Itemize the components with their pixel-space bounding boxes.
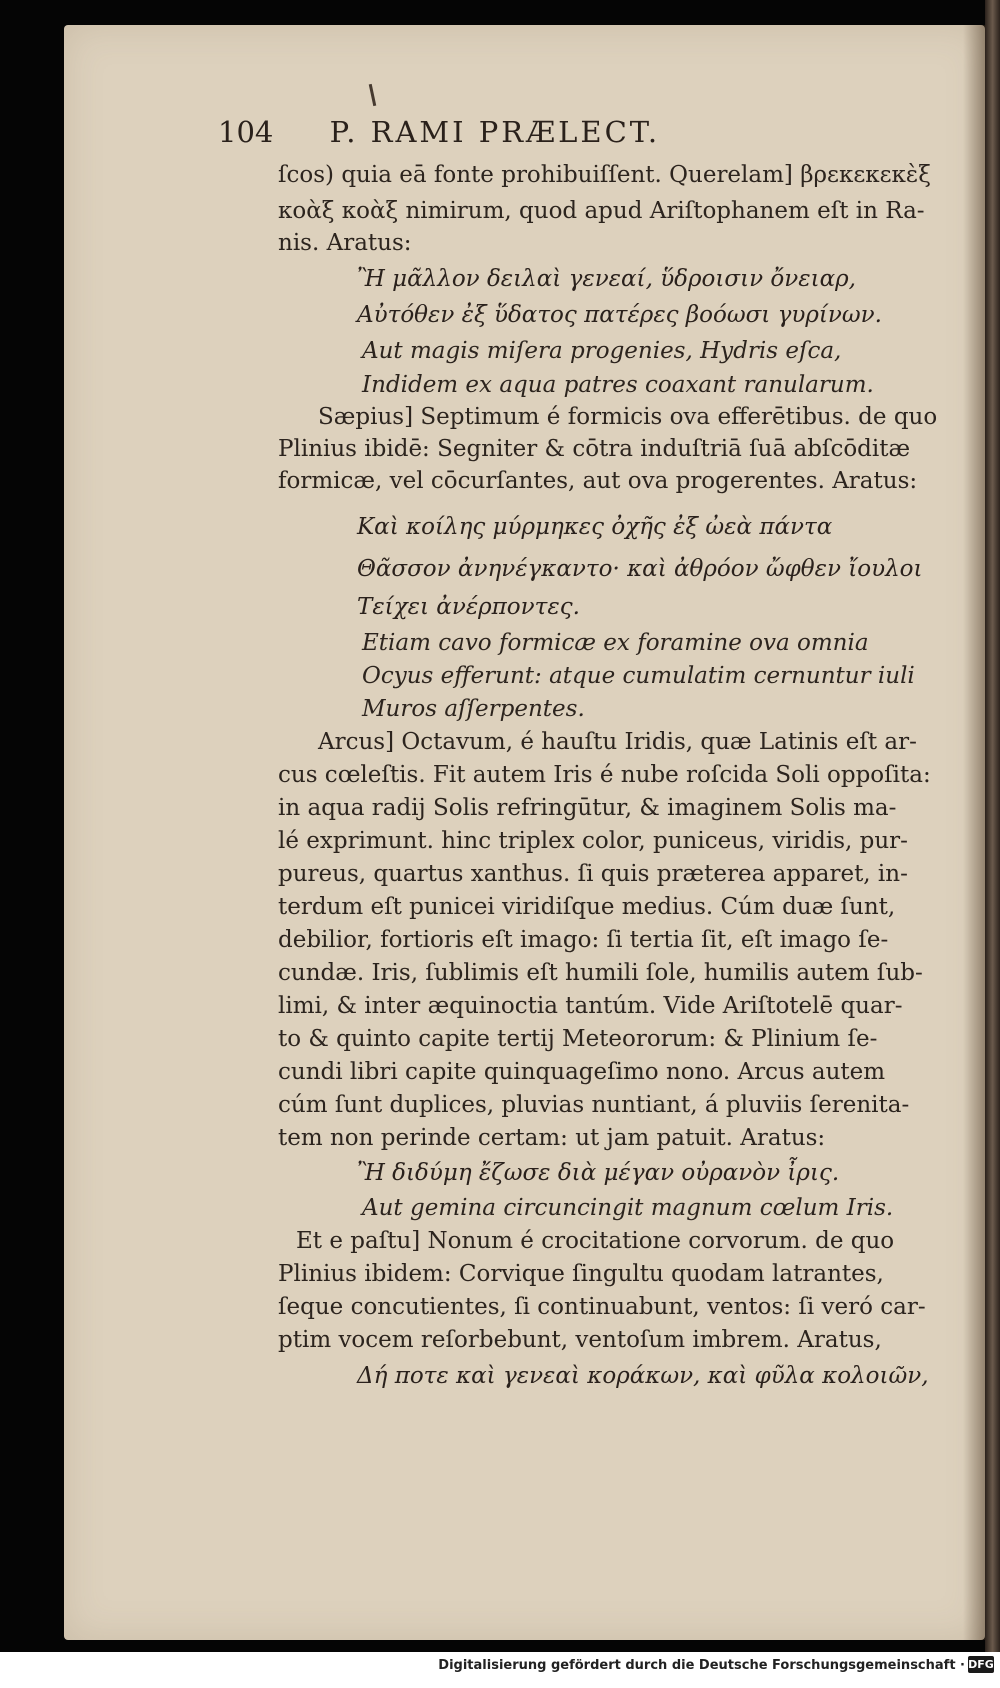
text-line: to & quinto capite tertij Meteororum: & Plinium ſe- — [278, 1026, 878, 1052]
text-line: Sæpius] Septimum é formicis ova efferētibus. de quo — [318, 404, 938, 430]
latin-verse-line: Muros aſſerpentes. — [362, 696, 585, 722]
text-line: cundæ. Iris, ſublimis eſt humili ſole, humilis autem ſub- — [278, 960, 923, 986]
text-line: cus cœleſtis. Fit autem Iris é nube roſcida Soli oppoſita: — [278, 762, 931, 788]
greek-verse-line: Δή ποτε καὶ γενεαὶ κοράκων, καὶ φῦλα κολοιῶν, — [357, 1363, 929, 1389]
greek-verse-line: Τείχει ἀνέρποντες. — [357, 594, 580, 620]
text-line: ptim vocem reſorbebunt, ventoſum imbrem. Aratus, — [278, 1327, 882, 1353]
latin-verse-line: Aut magis miſera progenies, Hydris eſca, — [362, 338, 842, 364]
text-line: Plinius ibidem: Corvique ſingultu quodam latrantes, — [278, 1261, 884, 1287]
text-line: in aqua radij Solis refringūtur, & imaginem Solis ma- — [278, 795, 897, 821]
text-line: lé exprimunt. hinc triplex color, puniceus, viridis, pur- — [278, 828, 908, 854]
text-line: Et e paſtu] Nonum é crocitatione corvorum. de quo — [296, 1228, 895, 1254]
text-line: cundi libri capite quinquageſimo nono. Arcus autem — [278, 1059, 886, 1085]
latin-verse-line: Aut gemina circuncingit magnum cœlum Iris. — [362, 1195, 894, 1221]
dfg-logo: DFG — [968, 1658, 994, 1671]
greek-verse-line: Ἢ μᾶλλον δειλαὶ γενεαί, ὕδροισιν ὄνειαρ, — [357, 266, 856, 292]
text-line: pureus, quartus xanthus. ſi quis præterea apparet, in- — [278, 861, 908, 887]
funding-credit: Digitalisierung gefördert durch die Deutsche Forschungsgemeinschaft · — [438, 1658, 965, 1673]
text-line: ſeque concutientes, ſi continuabunt, ventos: ſi veró car- — [278, 1294, 926, 1320]
greek-verse-line: Αὐτόθεν ἐξ ὕδατος πατέρες βοόωσι γυρίνων. — [357, 302, 882, 328]
text-line: cúm ſunt duplices, pluvias nuntiant, á pluviis ſerenita- — [278, 1092, 910, 1118]
greek-verse-line: Θᾶσσον ἀνηνέγκαντο· καὶ ἀθρόον ὤφθεν ἴουλοι — [357, 556, 923, 582]
page-number: 104 — [218, 115, 274, 149]
text-line: terdum eſt punicei viridiſque medius. Cúm duæ ſunt, — [278, 894, 896, 920]
running-title: P. RAMI PRÆLECT. — [329, 115, 661, 149]
text-line: debilior, fortioris eſt imago: ſi tertia ſit, eſt imago ſe- — [278, 927, 889, 953]
text-line: Arcus] Octavum, é hauſtu Iridis, quæ Latinis eſt ar- — [318, 729, 917, 755]
text-line: κοὰξ κοὰξ nimirum, quod apud Ariſtophanem eſt in Ra- — [278, 198, 925, 224]
text-line: formicæ, vel cōcurſantes, aut ova progerentes. Aratus: — [278, 468, 918, 494]
latin-verse-line: Ocyus efferunt: atque cumulatim cernuntur iuli — [362, 663, 915, 689]
text-line: limi, & inter æquinoctia tantúm. Vide Ariſtotelē quar- — [278, 993, 903, 1019]
latin-verse-line: Indidem ex aqua patres coaxant ranularum. — [362, 372, 874, 398]
text-line: ſcos) quia eā fonte prohibuiſſent. Querelam] βρεκεκεκὲξ — [278, 162, 931, 188]
text-line: Plinius ibidē: Segniter & cōtra induſtriā ſuā abſcōditæ — [278, 436, 911, 462]
latin-verse-line: Etiam cavo formicæ ex foramine ova omnia — [362, 630, 869, 656]
greek-verse-line: Ἢ διδύμη ἔζωσε διὰ μέγαν οὐρανὸν ἶρις. — [357, 1160, 840, 1186]
text-line: nis. Aratus: — [278, 230, 412, 256]
text-line: tem non perinde certam: ut jam patuit. Aratus: — [278, 1125, 826, 1151]
greek-verse-line: Καὶ κοίλης μύρμηκες ὀχῆς ἐξ ὠεὰ πάντα — [357, 514, 833, 540]
